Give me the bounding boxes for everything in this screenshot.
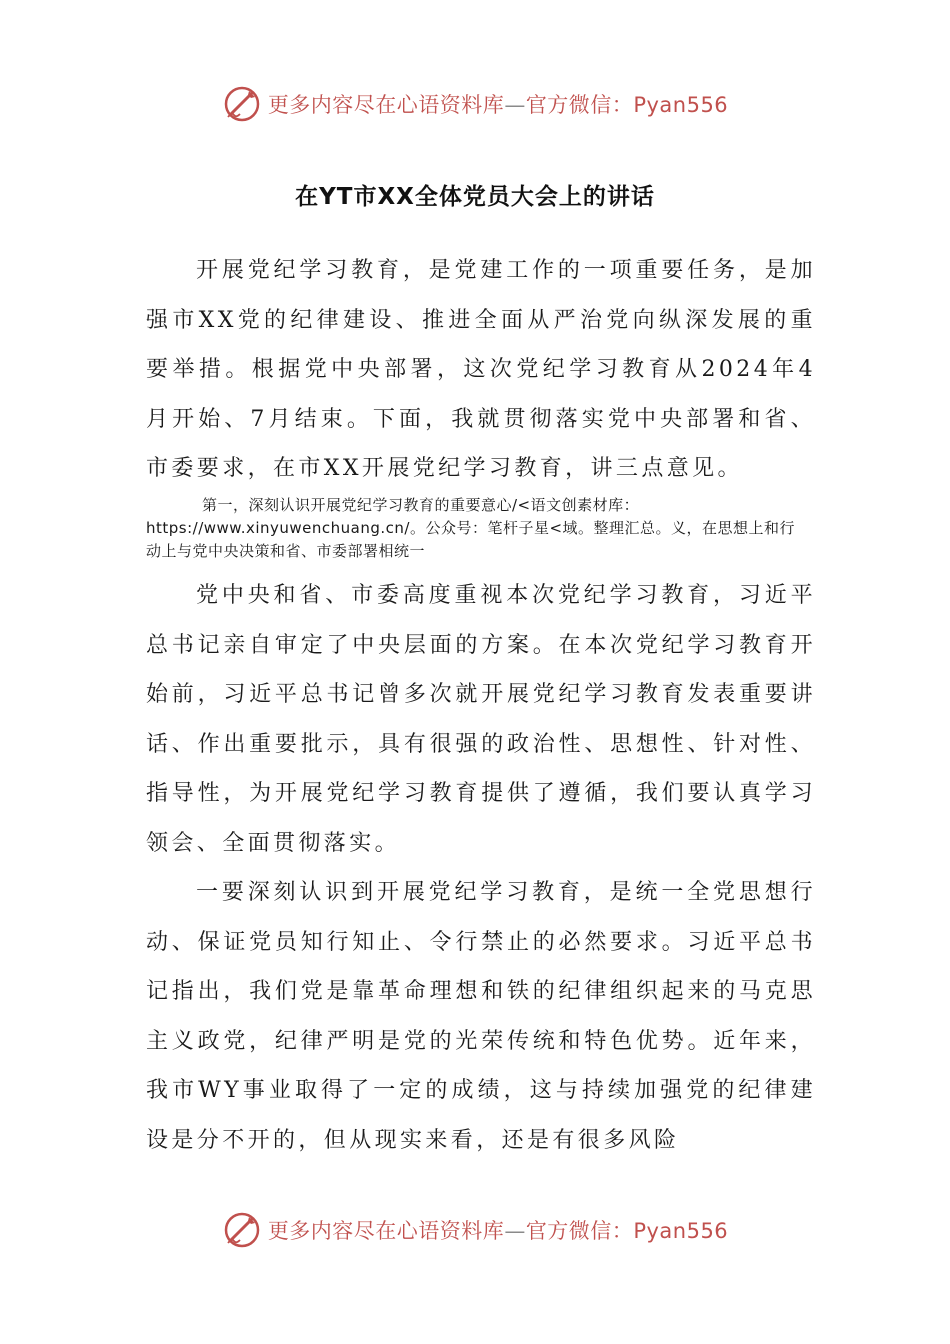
header-banner-text — [268, 89, 728, 119]
banner-dash: — — [504, 1219, 526, 1243]
pen-logo-icon — [222, 1210, 262, 1250]
banner-account: Pyan556 — [633, 1219, 729, 1243]
banner-account: Pyan556 — [633, 93, 729, 117]
banner-label: 官方微信： — [525, 1219, 634, 1243]
banner-main-text: 更多内容尽在心语资料库 — [267, 93, 505, 117]
paragraph-body-1: 党中央和省、市委高度重视本次党纪学习教育，习近平总书记亲自审定了中央层面的方案。在本次党纪学习教育开始前，习近平总书记曾多次就开展党纪学习教育发表重要讲话、作出重要批示，具有很强的政治性、思想性、针对性、指导性，为开展党纪学习教育提供了遵循，我们要认真学习领会、全面贯彻落实。 — [146, 583, 816, 856]
footer-banner — [0, 1208, 950, 1252]
paragraph-body-2: 一要深刻认识到开展党纪学习教育，是统一全党思想行动、保证党员知行知止、令行禁止的必然要求。习近平总书记指出，我们党是靠革命理想和铁的纪律组织起来的马克思主义政党，纪律严明是党的光荣传统和特色优势。近年来，我市WY事业取得了一定的成绩，这与持续加强党的纪律建设是分不开的，但从现实来看，还是有很多风险 — [146, 880, 816, 1153]
section-heading: 第一，深刻认识开展党纪学习教育的重要意心/<语文创素材库：https://www.xinyuwenchuang.cn/。公众号：笔杆子星<域。整理汇总。义，在思想上和行动上与党中央决策和省、市委部署相统一 — [146, 496, 796, 560]
header-banner — [0, 82, 950, 126]
banner-dash: — — [504, 93, 526, 117]
paragraph-intro: 开展党纪学习教育，是党建工作的一项重要任务，是加强市XX党的纪律建设、推进全面从严治党向纵深发展的重要举措。根据党中央部署，这次党纪学习教育从2024年4月开始、7月结束。下面，我就贯彻落实党中央部署和省、市委要求，在市XX开展党纪学习教育，讲三点意见。 — [146, 258, 816, 481]
footer-banner-text — [268, 1215, 728, 1245]
banner-label: 官方微信： — [525, 93, 634, 117]
pen-logo-icon — [222, 84, 262, 124]
banner-main-text: 更多内容尽在心语资料库 — [267, 1219, 505, 1243]
document-title: 在YT市XX全体党员大会上的讲话 — [295, 184, 655, 210]
